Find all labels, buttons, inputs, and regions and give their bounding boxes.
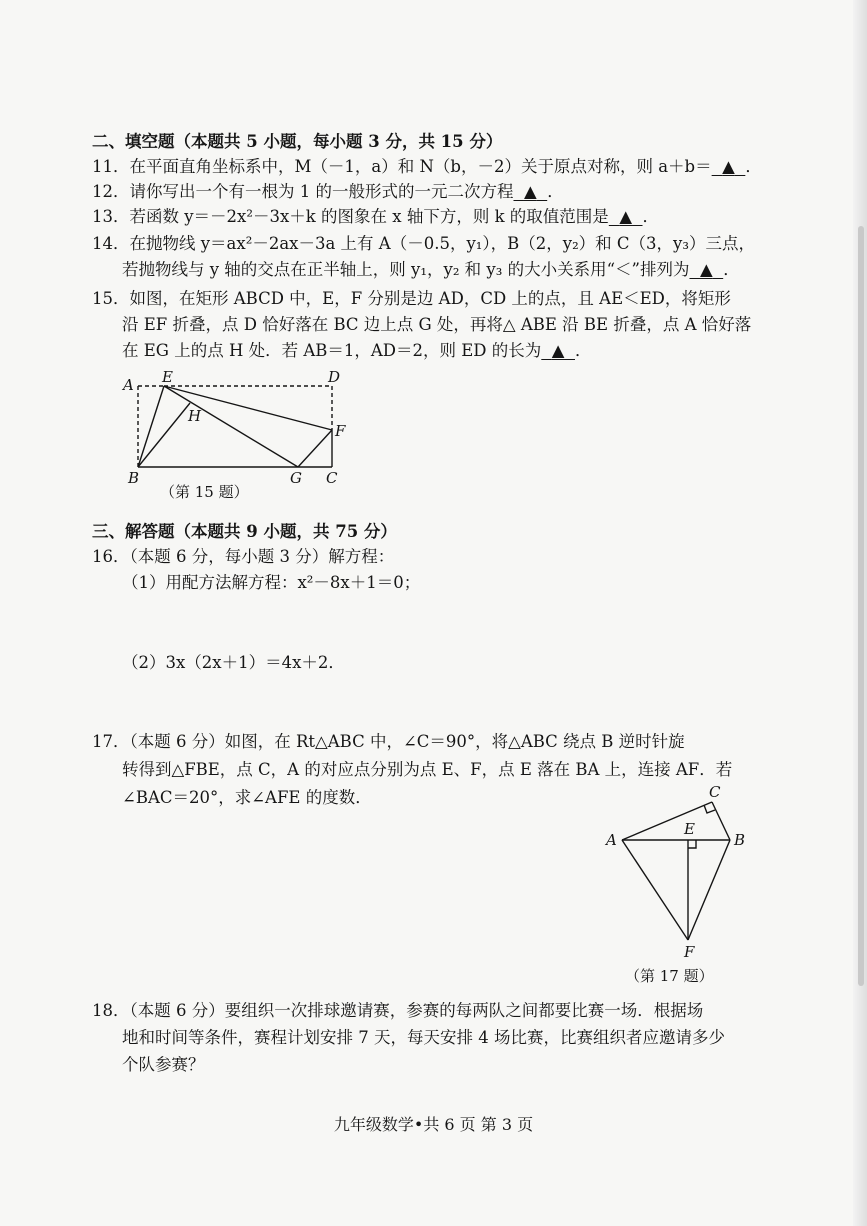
figure-15-diagram — [118, 366, 358, 491]
question-14-line-1: 14．在抛物线 y＝ax²－2ax－3a 上有 A（－0.5，y₁），B（2，y₂）和 C（3，y₃）三点， — [92, 234, 755, 253]
figure-17 — [596, 782, 760, 966]
label-E: E — [684, 820, 695, 838]
label-B: B — [734, 831, 746, 849]
question-17-line-1: 17．（本题 6 分）如图，在 Rt△ABC 中，∠C＝90°，将△ABC 绕点 B 逆时针旋 — [92, 732, 685, 751]
answer-blank: ▲ — [722, 157, 735, 176]
question-11-text: 11．在平面直角坐标系中，M（－1，a）和 N（b，－2）关于原点对称，则 a＋b＝ — [92, 157, 712, 176]
question-17-line-3: ∠BAC＝20°，求∠AFE 的度数． — [122, 788, 372, 807]
label-D: D — [328, 368, 341, 386]
question-12-text: 12．请你写出一个有一根为 1 的一般形式的一元二次方程 — [92, 182, 514, 201]
question-17-line-2: 转得到△FBE，点 C，A 的对应点分别为点 E、F，点 E 落在 BA 上，连接 AF．若 — [122, 760, 733, 779]
scrollbar-thumb[interactable] — [858, 226, 864, 986]
question-11: 11．在平面直角坐标系中，M（－1，a）和 N（b，－2）关于原点对称，则 a＋b＝ ▲ ． — [92, 157, 762, 176]
label-A: A — [123, 376, 134, 394]
label-C: C — [326, 469, 338, 487]
section-2-header: 二、填空题（本题共 5 小题，每小题 3 分，共 15 分） — [92, 132, 503, 151]
answer-blank: ▲ — [551, 341, 565, 360]
label-F: F — [335, 422, 346, 440]
figure-15-caption: （第 15 题） — [160, 483, 249, 501]
label-G: G — [290, 469, 302, 487]
figure-15 — [118, 366, 358, 495]
segment-EG — [164, 386, 298, 467]
question-15-line-1: 15．如图，在矩形 ABCD 中，E，F 分别是边 AD，CD 上的点，且 AE＜ED，将矩形 — [92, 289, 731, 308]
figure-17-diagram — [596, 782, 760, 962]
answer-blank: ▲ — [619, 207, 633, 226]
label-E: E — [162, 368, 173, 386]
question-13-text: 13．若函数 y＝－2x²－3x＋k 的图象在 x 轴下方，则 k 的取值范围是 — [92, 207, 609, 226]
answer-blank: ▲ — [523, 182, 537, 201]
question-15-line-2: 沿 EF 折叠，点 D 恰好落在 BC 边上点 G 处，再将△ ABE 沿 BE 折叠，点 A 恰好落 — [122, 315, 752, 334]
segment-BH — [138, 403, 190, 467]
segment-AF — [622, 840, 688, 940]
right-angle-mark-E — [688, 840, 696, 848]
label-A: A — [606, 831, 617, 849]
figure-17-caption: （第 17 题） — [625, 967, 714, 985]
page-footer: 九年级数学•共 6 页 第 3 页 — [333, 1115, 534, 1134]
segment-CB — [712, 802, 730, 840]
question-18-line-3: 个队参赛？ — [122, 1055, 205, 1074]
section-3-header: 三、解答题（本题共 9 小题，共 75 分） — [92, 522, 397, 541]
question-16-part-1: （1）用配方法解方程：x²－8x＋1＝0； — [122, 573, 421, 592]
segment-AC — [622, 802, 712, 840]
question-15-line-3: 在 EG 上的点 H 处．若 AB＝1，AD＝2，则 ED 的长为 ▲ ． — [122, 341, 592, 360]
label-C: C — [709, 783, 721, 801]
question-16: 16．（本题 6 分，每小题 3 分）解方程： — [92, 547, 395, 566]
segment-BF — [688, 840, 730, 940]
question-18-line-1: 18．（本题 6 分）要组织一次排球邀请赛，参赛的每两队之间都要比赛一场．根据场 — [92, 1001, 704, 1020]
segment-GF — [298, 430, 332, 467]
question-13: 13．若函数 y＝－2x²－3x＋k 的图象在 x 轴下方，则 k 的取值范围是 ▲ ． — [92, 207, 660, 226]
label-H: H — [188, 407, 202, 425]
question-14-line-2: 若抛物线与 y 轴的交点在正半轴上，则 y₁，y₂ 和 y₃ 的大小关系用“＜”排列为 ▲ ． — [122, 260, 740, 279]
question-18-line-2: 地和时间等条件，赛程计划安排 7 天，每天安排 4 场比赛，比赛组织者应邀请多少 — [122, 1028, 725, 1047]
answer-blank: ▲ — [699, 260, 713, 279]
segment-EB — [138, 386, 164, 467]
question-16-part-2: （2）3x（2x＋1）＝4x＋2． — [122, 653, 345, 672]
label-B: B — [128, 469, 140, 487]
question-12: 12．请你写出一个有一根为 1 的一般形式的一元二次方程 ▲ ． — [92, 182, 564, 201]
label-F: F — [684, 943, 695, 961]
